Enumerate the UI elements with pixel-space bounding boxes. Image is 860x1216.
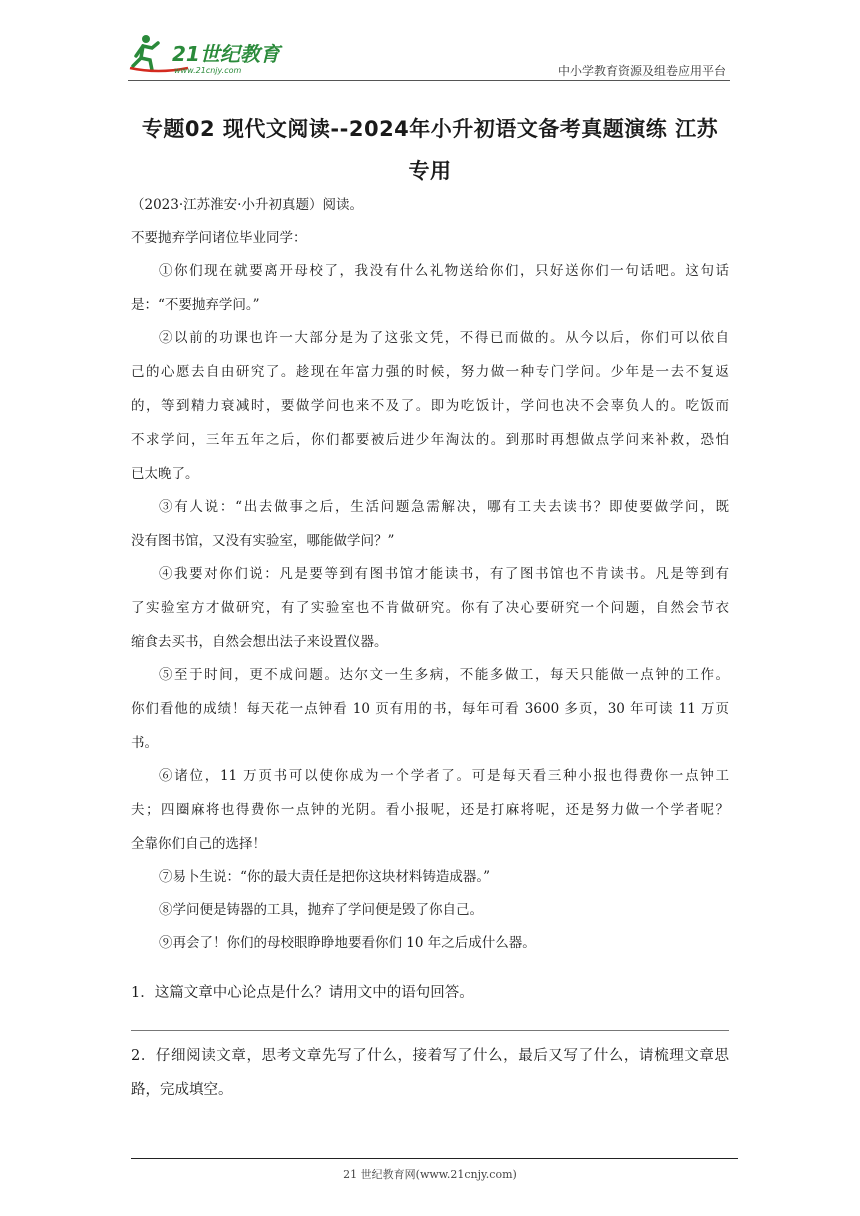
paragraph-line: ②以前的功课也许一大部分是为了这张文凭，不得已而做的。从今以后，你们可以依自 bbox=[159, 330, 729, 346]
paragraph-9 bbox=[131, 934, 729, 952]
svg-text:www.21cnjy.com: www.21cnjy.com bbox=[174, 66, 242, 75]
page-footer: 21 世纪教育网(www.21cnjy.com) bbox=[343, 1168, 517, 1181]
paragraph-line: ③有人说：“出去做事之后，生活问题急需解决，哪有工夫去读书？即使要做学问，既 bbox=[159, 499, 729, 515]
paragraph-line: ⑥诸位，11 万页书可以使你成为一个学者了。可是每天看三种小报也得费你一点钟工 bbox=[159, 768, 729, 784]
paragraph-line: 己的心愿去自由研究了。趁现在年富力强的时候，努力做一种专门学问。少年是一去不复返 bbox=[131, 364, 729, 380]
paragraph-line: 你们看他的成绩！每天花一点钟看 10 页有用的书，每年可看 3600 多页，30 年可读 11 万页 bbox=[131, 701, 729, 717]
question-2 bbox=[131, 1046, 729, 1114]
paragraph-5 bbox=[131, 666, 729, 752]
paragraph-line: 缩食去买书，自然会想出法子来设置仪器。 bbox=[131, 634, 388, 650]
paragraph-line: 没有图书馆，又没有实验室，哪能做学问？” bbox=[131, 533, 395, 549]
question-line: 2．仔细阅读文章，思考文章先写了什么，接着写了什么，最后又写了什么，请梳理文章思 bbox=[131, 1048, 729, 1064]
article-greeting: 不要抛弃学问诸位毕业同学： bbox=[131, 230, 307, 246]
paragraph-line: ①你们现在就要离开母校了，我没有什么礼物送给你们，只好送你们一句话吧。这句话 bbox=[159, 263, 729, 279]
answer-line[interactable] bbox=[131, 1030, 729, 1031]
paragraph-line: 的，等到精力衰减时，要做学问也来不及了。即为吃饭计，学问也决不会辜负人的。吃饭而 bbox=[131, 398, 729, 414]
paragraph-line: 全靠你们自己的选择！ bbox=[131, 836, 266, 852]
reading-passage bbox=[131, 196, 729, 967]
paragraph-4 bbox=[131, 565, 729, 651]
paragraph-2 bbox=[131, 329, 729, 483]
paragraph-line: ④我要对你们说：凡是要等到有图书馆才能读书，有了图书馆也不肯读书。凡是等到有 bbox=[159, 566, 729, 582]
question-line: 路，完成填空。 bbox=[131, 1082, 233, 1098]
paragraph-line: 书。 bbox=[131, 735, 158, 751]
question-1: 1．这篇文章中心论点是什么？请用文中的语句回答。 bbox=[131, 985, 474, 1001]
page-header bbox=[128, 30, 730, 80]
paragraph-line: ⑦易卜生说：“你的最大责任是把你这块材料铸造成器。” bbox=[159, 869, 491, 885]
brand-logo bbox=[128, 30, 288, 76]
paragraph-6 bbox=[131, 767, 729, 853]
footer-divider bbox=[131, 1158, 738, 1159]
paragraph-3 bbox=[131, 498, 729, 550]
svg-text:21世纪教育: 21世纪教育 bbox=[172, 42, 280, 66]
header-divider bbox=[128, 80, 730, 81]
header-tagline: 中小学教育资源及组卷应用平台 bbox=[557, 64, 726, 78]
page-title-line2: 专用 bbox=[408, 159, 452, 183]
paragraph-line: ⑧学问便是铸器的工具，抛弃了学问便是毁了你自己。 bbox=[159, 902, 483, 918]
paragraph-line: 已太晚了。 bbox=[131, 466, 199, 482]
paragraph-line: ⑨再会了！你们的母校眼睁睁地要看你们 10 年之后成什么器。 bbox=[159, 935, 536, 951]
source-note: （2023·江苏淮安·小升初真题）阅读。 bbox=[131, 197, 363, 213]
paragraph-line: 了实验室方才做研究，有了实验室也不肯做研究。你有了决心要研究一个问题，自然会节衣 bbox=[131, 600, 729, 616]
paragraph-line: 夫；四圈麻将也得费你一点钟的光阴。看小报呢，还是打麻将呢，还是努力做一个学者呢？ bbox=[131, 802, 729, 818]
paragraph-8 bbox=[131, 901, 729, 919]
paragraph-7 bbox=[131, 868, 729, 886]
paragraph-line: ⑤至于时间，更不成问题。达尔文一生多病，不能多做工，每天只能做一点钟的工作。 bbox=[159, 667, 729, 683]
paragraph-line: 不求学问，三年五年之后，你们都要被后进少年淘汰的。到那时再想做点学问来补救，恐怕 bbox=[131, 432, 729, 448]
paragraph-line: 是：“不要抛弃学问。” bbox=[131, 297, 260, 313]
page-title-line1: 专题02 现代文阅读--2024年小升初语文备考真题演练 江苏 bbox=[141, 117, 719, 141]
paragraph-1 bbox=[131, 262, 729, 314]
